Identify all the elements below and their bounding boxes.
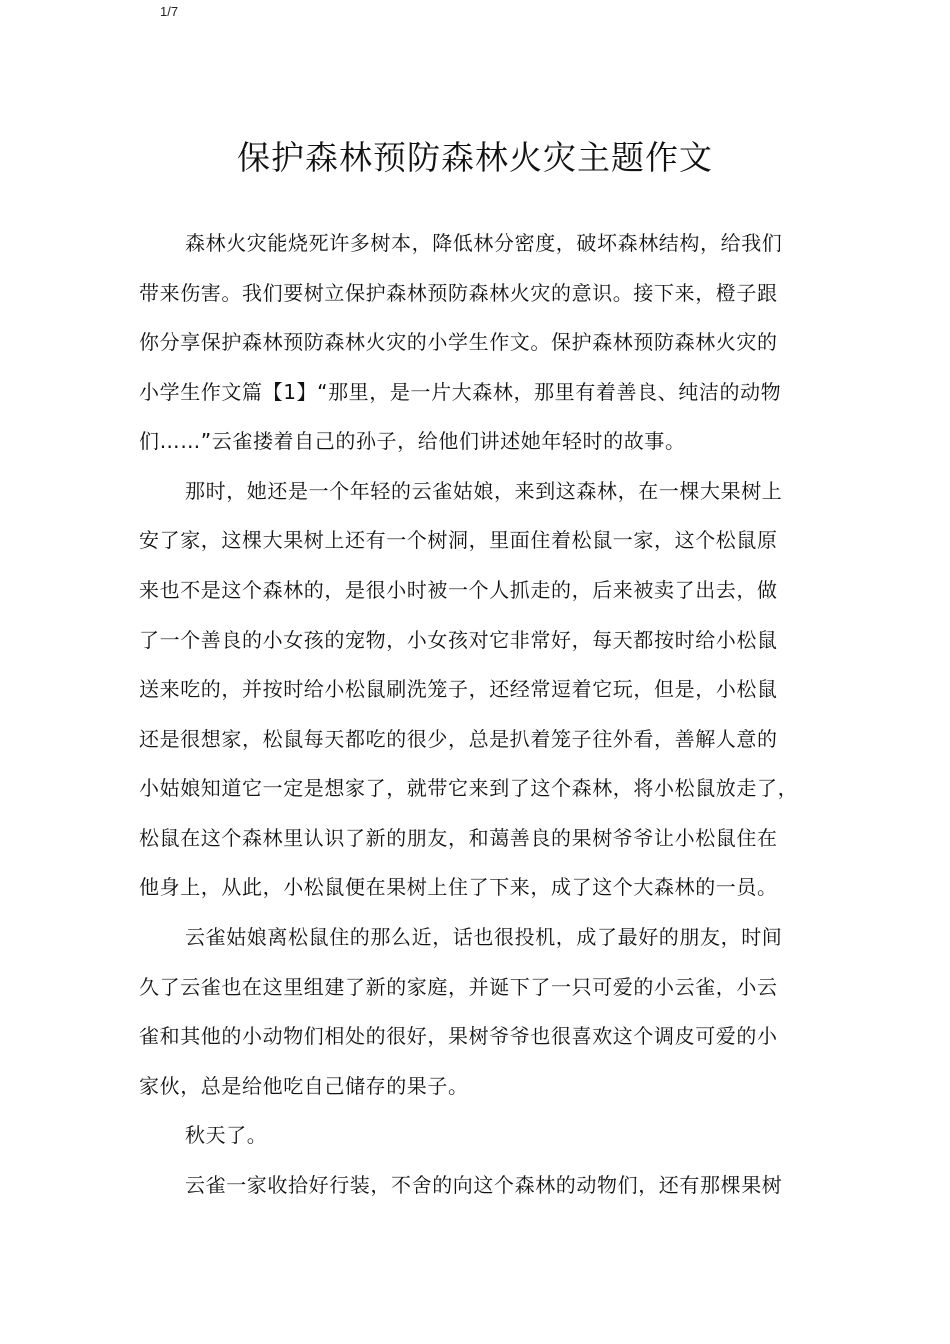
- text-line: 雀和其他的小动物们相处的很好，果树爷爷也很喜欢这个调皮可爱的小: [139, 1024, 778, 1048]
- page-number: 1/7: [160, 4, 179, 19]
- text-line: 们……”云雀搂着自己的孙子，给他们讲述她年轻时的故事。: [139, 429, 686, 453]
- text-line: 小姑娘知道它一定是想家了，就带它来到了这个森林，将小松鼠放走了，: [139, 776, 799, 800]
- document-title: 保护森林预防森林火灾主题作文: [237, 138, 713, 177]
- text-line: 松鼠在这个森林里认识了新的朋友，和蔼善良的果树爷爷让小松鼠住在: [139, 826, 778, 850]
- text-line: 送来吃的，并按时给小松鼠刷洗笼子，还经常逗着它玩，但是，小松鼠: [139, 677, 778, 701]
- text-line: 久了云雀也在这里组建了新的家庭，并诞下了一只可爱的小云雀，小云: [139, 975, 778, 999]
- text-line: 家伙，总是给他吃自己储存的果子。: [139, 1074, 469, 1098]
- text-line: 那时，她还是一个年轻的云雀姑娘，来到这森林，在一棵大果树上: [185, 479, 783, 503]
- text-line: 小学生作文篇【1】“那里，是一片大森林，那里有着善良、纯洁的动物: [139, 380, 782, 404]
- text-line: 来也不是这个森林的，是很小时被一个人抓走的，后来被卖了出去，做: [139, 578, 778, 602]
- text-line: 秋天了。: [185, 1123, 268, 1147]
- text-line: 安了家，这棵大果树上还有一个树洞，里面住着松鼠一家，这个松鼠原: [139, 528, 778, 552]
- text-line: 还是很想家，松鼠每天都吃的很少，总是扒着笼子往外看，善解人意的: [139, 727, 778, 751]
- text-line: 他身上，从此，小松鼠便在果树上住了下来，成了这个大森林的一员。: [139, 875, 778, 899]
- text-line: 森林火灾能烧死许多树本，降低林分密度，破坏森林结构，给我们: [185, 231, 783, 255]
- text-line: 了一个善良的小女孩的宠物，小女孩对它非常好，每天都按时给小松鼠: [139, 628, 778, 652]
- text-line: 带来伤害。我们要树立保护森林预防森林火灾的意识。接下来，橙子跟: [139, 281, 778, 305]
- text-line: 云雀姑娘离松鼠住的那么近，话也很投机，成了最好的朋友，时间: [185, 925, 783, 949]
- text-line: 云雀一家收拾好行装，不舍的向这个森林的动物们，还有那棵果树: [185, 1173, 783, 1197]
- text-line: 你分享保护森林预防森林火灾的小学生作文。保护森林预防森林火灾的: [139, 330, 778, 354]
